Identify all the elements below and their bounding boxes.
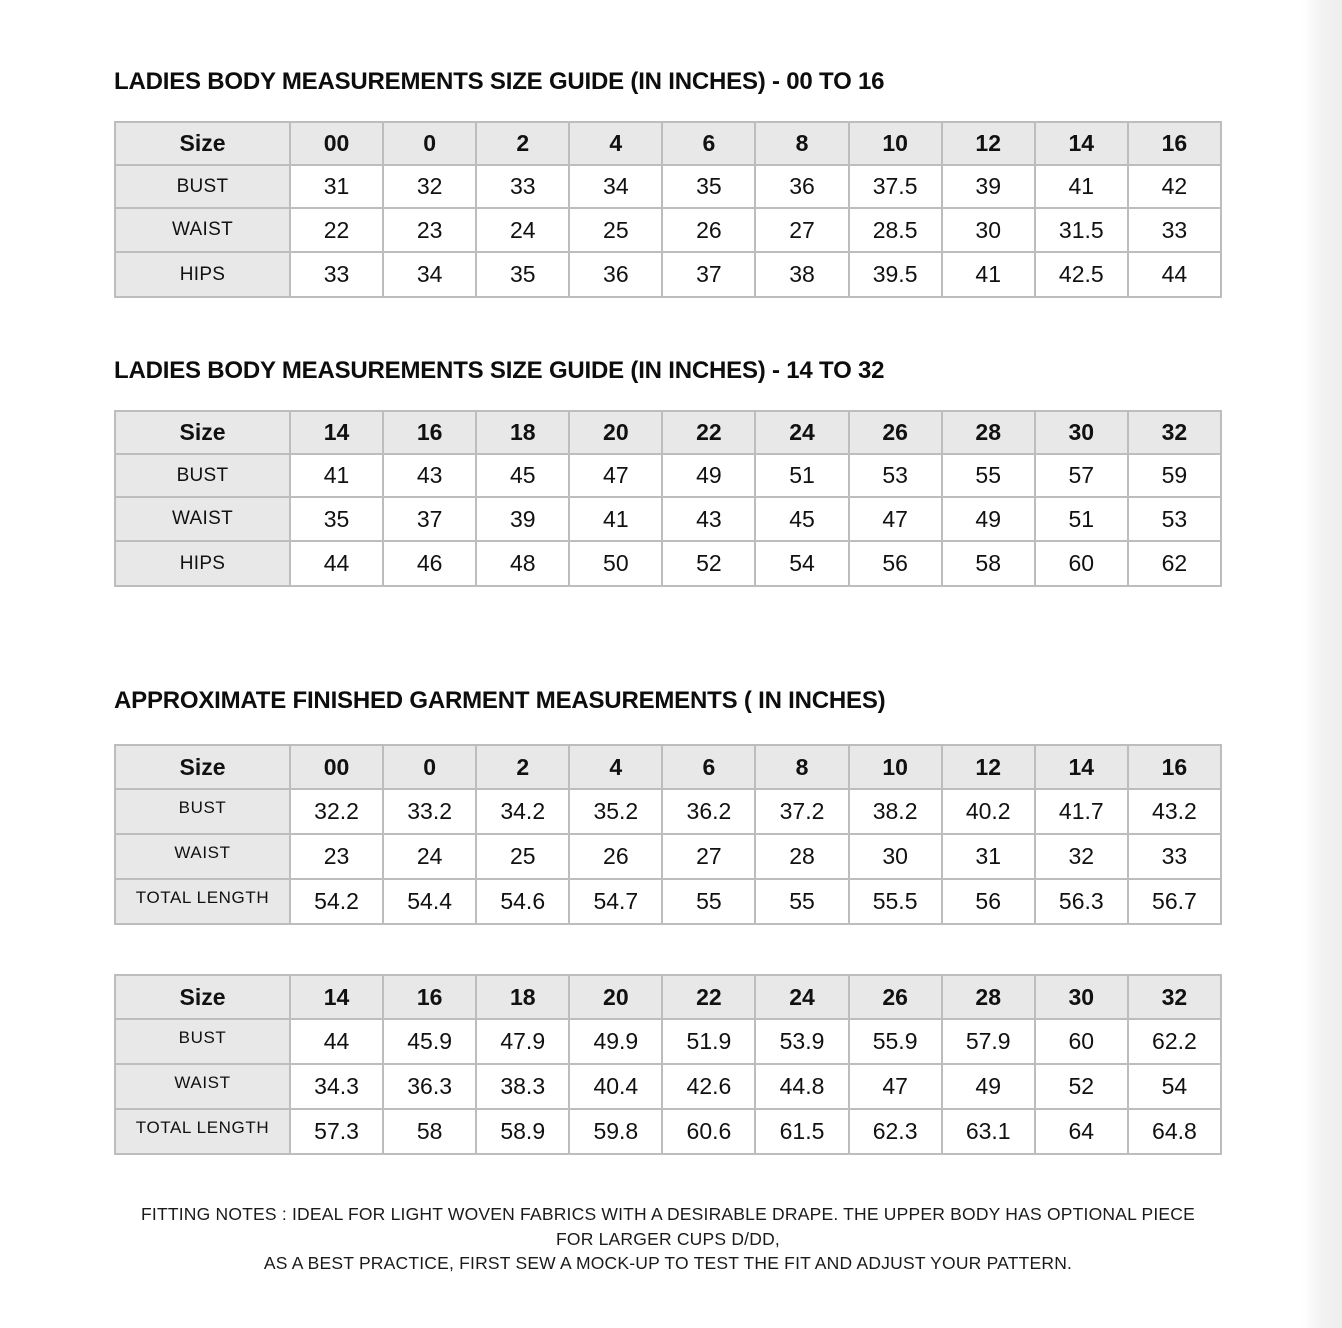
measurement-cell: 59	[1128, 454, 1221, 497]
row-label: WAIST	[115, 208, 290, 252]
measurement-cell: 36	[755, 165, 848, 208]
measurement-cell: 40.4	[569, 1064, 662, 1109]
size-header-cell: 00	[290, 745, 383, 789]
measurement-cell: 55	[942, 454, 1035, 497]
measurement-cell: 55.9	[849, 1019, 942, 1064]
size-header-cell: 10	[849, 122, 942, 165]
measurement-cell: 44.8	[755, 1064, 848, 1109]
size-header-cell: 4	[569, 745, 662, 789]
measurement-cell: 44	[1128, 252, 1221, 297]
size-header-cell: 26	[849, 975, 942, 1019]
size-header-cell: 6	[662, 122, 755, 165]
table-header-row	[115, 745, 1221, 789]
measurement-cell: 25	[569, 208, 662, 252]
measurement-cell: 26	[569, 834, 662, 879]
size-header-cell: 26	[849, 411, 942, 454]
measurement-cell: 31	[942, 834, 1035, 879]
table-header-row	[115, 411, 1221, 454]
measurement-cell: 42	[1128, 165, 1221, 208]
measurement-cell: 54.6	[476, 879, 569, 924]
row-label: BUST	[115, 165, 290, 208]
measurement-cell: 60.6	[662, 1109, 755, 1154]
measurement-cell: 62	[1128, 541, 1221, 586]
size-header-cell: 16	[383, 975, 476, 1019]
measurement-cell: 54	[755, 541, 848, 586]
table-row	[115, 879, 1221, 924]
measurement-cell: 54.2	[290, 879, 383, 924]
size-header-cell: 24	[755, 411, 848, 454]
measurement-cell: 34	[569, 165, 662, 208]
measurement-cell: 54.4	[383, 879, 476, 924]
measurement-cell: 58	[942, 541, 1035, 586]
measurement-cell: 37	[383, 497, 476, 541]
measurement-cell: 52	[1035, 1064, 1128, 1109]
measurement-cell: 35	[476, 252, 569, 297]
measurement-cell: 44	[290, 541, 383, 586]
section-title-body-00-16: LADIES BODY MEASUREMENTS SIZE GUIDE (IN INCHES) - 00 TO 16	[114, 68, 885, 95]
table-row	[115, 789, 1221, 834]
measurement-cell: 62.3	[849, 1109, 942, 1154]
measurement-cell: 33	[476, 165, 569, 208]
size-header-label: Size	[115, 745, 290, 789]
table-row	[115, 208, 1221, 252]
measurement-cell: 51	[755, 454, 848, 497]
fitting-notes-line-2: AS A BEST PRACTICE, FIRST SEW A MOCK-UP TO TEST THE FIT AND ADJUST YOUR PATTERN.	[263, 1253, 1073, 1273]
row-label: TOTAL LENGTH	[115, 879, 290, 924]
measurement-cell: 33	[290, 252, 383, 297]
measurement-cell: 46	[383, 541, 476, 586]
row-label: HIPS	[115, 541, 290, 586]
measurement-cell: 41	[1035, 165, 1128, 208]
measurement-cell: 42.5	[1035, 252, 1128, 297]
measurement-cell: 23	[383, 208, 476, 252]
measurement-cell: 39	[942, 165, 1035, 208]
measurement-cell: 62.2	[1128, 1019, 1221, 1064]
measurement-cell: 24	[383, 834, 476, 879]
table-row	[115, 1109, 1221, 1154]
measurement-cell: 44	[290, 1019, 383, 1064]
measurement-cell: 52	[662, 541, 755, 586]
measurement-cell: 37	[662, 252, 755, 297]
size-header-cell: 22	[662, 975, 755, 1019]
size-header-cell: 28	[942, 975, 1035, 1019]
measurement-cell: 35	[290, 497, 383, 541]
size-header-cell: 32	[1128, 411, 1221, 454]
measurement-cell: 51	[1035, 497, 1128, 541]
size-table-body-00-16	[114, 121, 1222, 298]
size-header-cell: 20	[569, 975, 662, 1019]
size-header-cell: 28	[942, 411, 1035, 454]
measurement-cell: 43	[662, 497, 755, 541]
measurement-cell: 28	[755, 834, 848, 879]
measurement-cell: 28.5	[849, 208, 942, 252]
measurement-cell: 50	[569, 541, 662, 586]
measurement-cell: 60	[1035, 1019, 1128, 1064]
section-title-body-14-32: LADIES BODY MEASUREMENTS SIZE GUIDE (IN INCHES) - 14 TO 32	[114, 357, 885, 384]
measurement-cell: 36	[569, 252, 662, 297]
size-header-cell: 4	[569, 122, 662, 165]
size-header-cell: 20	[569, 411, 662, 454]
measurement-cell: 56	[849, 541, 942, 586]
measurement-cell: 31.5	[1035, 208, 1128, 252]
measurement-cell: 25	[476, 834, 569, 879]
fitting-notes	[120, 1202, 1216, 1276]
measurement-cell: 23	[290, 834, 383, 879]
measurement-cell: 53	[1128, 497, 1221, 541]
measurement-cell: 53.9	[755, 1019, 848, 1064]
row-label: WAIST	[115, 497, 290, 541]
row-label: WAIST	[115, 1064, 290, 1109]
table-row	[115, 454, 1221, 497]
measurement-cell: 27	[755, 208, 848, 252]
measurement-cell: 31	[290, 165, 383, 208]
measurement-cell: 32	[1035, 834, 1128, 879]
measurement-cell: 64.8	[1128, 1109, 1221, 1154]
fitting-notes-line-1: FITTING NOTES : IDEAL FOR LIGHT WOVEN FABRICS WITH A DESIRABLE DRAPE. THE UPPER BODY HAS OPTIONAL PIECE FOR LARGER CUPS D/DD,	[141, 1204, 1195, 1249]
measurement-cell: 36.3	[383, 1064, 476, 1109]
row-label: BUST	[115, 1019, 290, 1064]
measurement-cell: 49	[942, 497, 1035, 541]
measurement-cell: 34.3	[290, 1064, 383, 1109]
measurement-cell: 33	[1128, 834, 1221, 879]
measurement-cell: 22	[290, 208, 383, 252]
measurement-cell: 27	[662, 834, 755, 879]
measurement-cell: 34	[383, 252, 476, 297]
measurement-cell: 33	[1128, 208, 1221, 252]
row-label: WAIST	[115, 834, 290, 879]
table-header-row	[115, 122, 1221, 165]
size-table-body-14-32	[114, 410, 1222, 587]
row-label: BUST	[115, 454, 290, 497]
measurement-cell: 33.2	[383, 789, 476, 834]
measurement-cell: 41	[942, 252, 1035, 297]
size-header-cell: 16	[1128, 745, 1221, 789]
measurement-cell: 38	[755, 252, 848, 297]
size-header-cell: 0	[383, 745, 476, 789]
measurement-cell: 47	[849, 1064, 942, 1109]
size-header-label: Size	[115, 975, 290, 1019]
measurement-cell: 47.9	[476, 1019, 569, 1064]
measurement-cell: 34.2	[476, 789, 569, 834]
measurement-cell: 41	[290, 454, 383, 497]
table-row	[115, 541, 1221, 586]
size-header-cell: 14	[290, 975, 383, 1019]
measurement-cell: 63.1	[942, 1109, 1035, 1154]
measurement-cell: 39	[476, 497, 569, 541]
table-row	[115, 165, 1221, 208]
size-table-garment-00-16	[114, 744, 1222, 925]
size-table-garment-14-32	[114, 974, 1222, 1155]
table-header-row	[115, 975, 1221, 1019]
measurement-cell: 57.3	[290, 1109, 383, 1154]
measurement-cell: 47	[849, 497, 942, 541]
measurement-cell: 24	[476, 208, 569, 252]
size-header-cell: 8	[755, 122, 848, 165]
table-row	[115, 1064, 1221, 1109]
size-header-cell: 10	[849, 745, 942, 789]
size-header-cell: 12	[942, 122, 1035, 165]
measurement-cell: 41.7	[1035, 789, 1128, 834]
size-header-cell: 32	[1128, 975, 1221, 1019]
row-label: TOTAL LENGTH	[115, 1109, 290, 1154]
size-header-cell: 14	[1035, 745, 1128, 789]
measurement-cell: 54	[1128, 1064, 1221, 1109]
measurement-cell: 37.5	[849, 165, 942, 208]
measurement-cell: 58.9	[476, 1109, 569, 1154]
measurement-cell: 53	[849, 454, 942, 497]
section-title-finished-garment: APPROXIMATE FINISHED GARMENT MEASUREMENTS ( IN INCHES)	[114, 687, 886, 714]
measurement-cell: 56.3	[1035, 879, 1128, 924]
size-header-cell: 00	[290, 122, 383, 165]
size-header-cell: 16	[383, 411, 476, 454]
table-row	[115, 1019, 1221, 1064]
measurement-cell: 38.3	[476, 1064, 569, 1109]
size-header-cell: 2	[476, 122, 569, 165]
size-header-label: Size	[115, 122, 290, 165]
measurement-cell: 49	[942, 1064, 1035, 1109]
size-header-cell: 18	[476, 411, 569, 454]
measurement-cell: 49.9	[569, 1019, 662, 1064]
measurement-cell: 42.6	[662, 1064, 755, 1109]
measurement-cell: 45	[755, 497, 848, 541]
measurement-cell: 59.8	[569, 1109, 662, 1154]
measurement-cell: 30	[849, 834, 942, 879]
page-edge-shadow	[1302, 0, 1342, 1328]
measurement-cell: 57.9	[942, 1019, 1035, 1064]
measurement-cell: 54.7	[569, 879, 662, 924]
measurement-cell: 38.2	[849, 789, 942, 834]
size-header-cell: 30	[1035, 975, 1128, 1019]
measurement-cell: 56	[942, 879, 1035, 924]
size-header-cell: 24	[755, 975, 848, 1019]
size-header-label: Size	[115, 411, 290, 454]
measurement-cell: 39.5	[849, 252, 942, 297]
measurement-cell: 36.2	[662, 789, 755, 834]
measurement-cell: 45	[476, 454, 569, 497]
measurement-cell: 51.9	[662, 1019, 755, 1064]
measurement-cell: 26	[662, 208, 755, 252]
table-row	[115, 252, 1221, 297]
measurement-cell: 55	[755, 879, 848, 924]
size-header-cell: 18	[476, 975, 569, 1019]
measurement-cell: 32	[383, 165, 476, 208]
table-row	[115, 834, 1221, 879]
size-header-cell: 14	[290, 411, 383, 454]
measurement-cell: 57	[1035, 454, 1128, 497]
measurement-cell: 55.5	[849, 879, 942, 924]
measurement-cell: 43.2	[1128, 789, 1221, 834]
size-header-cell: 30	[1035, 411, 1128, 454]
measurement-cell: 40.2	[942, 789, 1035, 834]
measurement-cell: 32.2	[290, 789, 383, 834]
measurement-cell: 41	[569, 497, 662, 541]
measurement-cell: 35	[662, 165, 755, 208]
measurement-cell: 60	[1035, 541, 1128, 586]
measurement-cell: 30	[942, 208, 1035, 252]
measurement-cell: 58	[383, 1109, 476, 1154]
size-header-cell: 12	[942, 745, 1035, 789]
measurement-cell: 55	[662, 879, 755, 924]
size-header-cell: 8	[755, 745, 848, 789]
measurement-cell: 35.2	[569, 789, 662, 834]
row-label: HIPS	[115, 252, 290, 297]
measurement-cell: 47	[569, 454, 662, 497]
measurement-cell: 43	[383, 454, 476, 497]
measurement-cell: 45.9	[383, 1019, 476, 1064]
measurement-cell: 49	[662, 454, 755, 497]
size-header-cell: 16	[1128, 122, 1221, 165]
measurement-cell: 64	[1035, 1109, 1128, 1154]
measurement-cell: 48	[476, 541, 569, 586]
measurement-cell: 61.5	[755, 1109, 848, 1154]
size-header-cell: 14	[1035, 122, 1128, 165]
measurement-cell: 37.2	[755, 789, 848, 834]
table-row	[115, 497, 1221, 541]
measurement-cell: 56.7	[1128, 879, 1221, 924]
size-header-cell: 6	[662, 745, 755, 789]
size-header-cell: 0	[383, 122, 476, 165]
size-header-cell: 22	[662, 411, 755, 454]
row-label: BUST	[115, 789, 290, 834]
size-header-cell: 2	[476, 745, 569, 789]
